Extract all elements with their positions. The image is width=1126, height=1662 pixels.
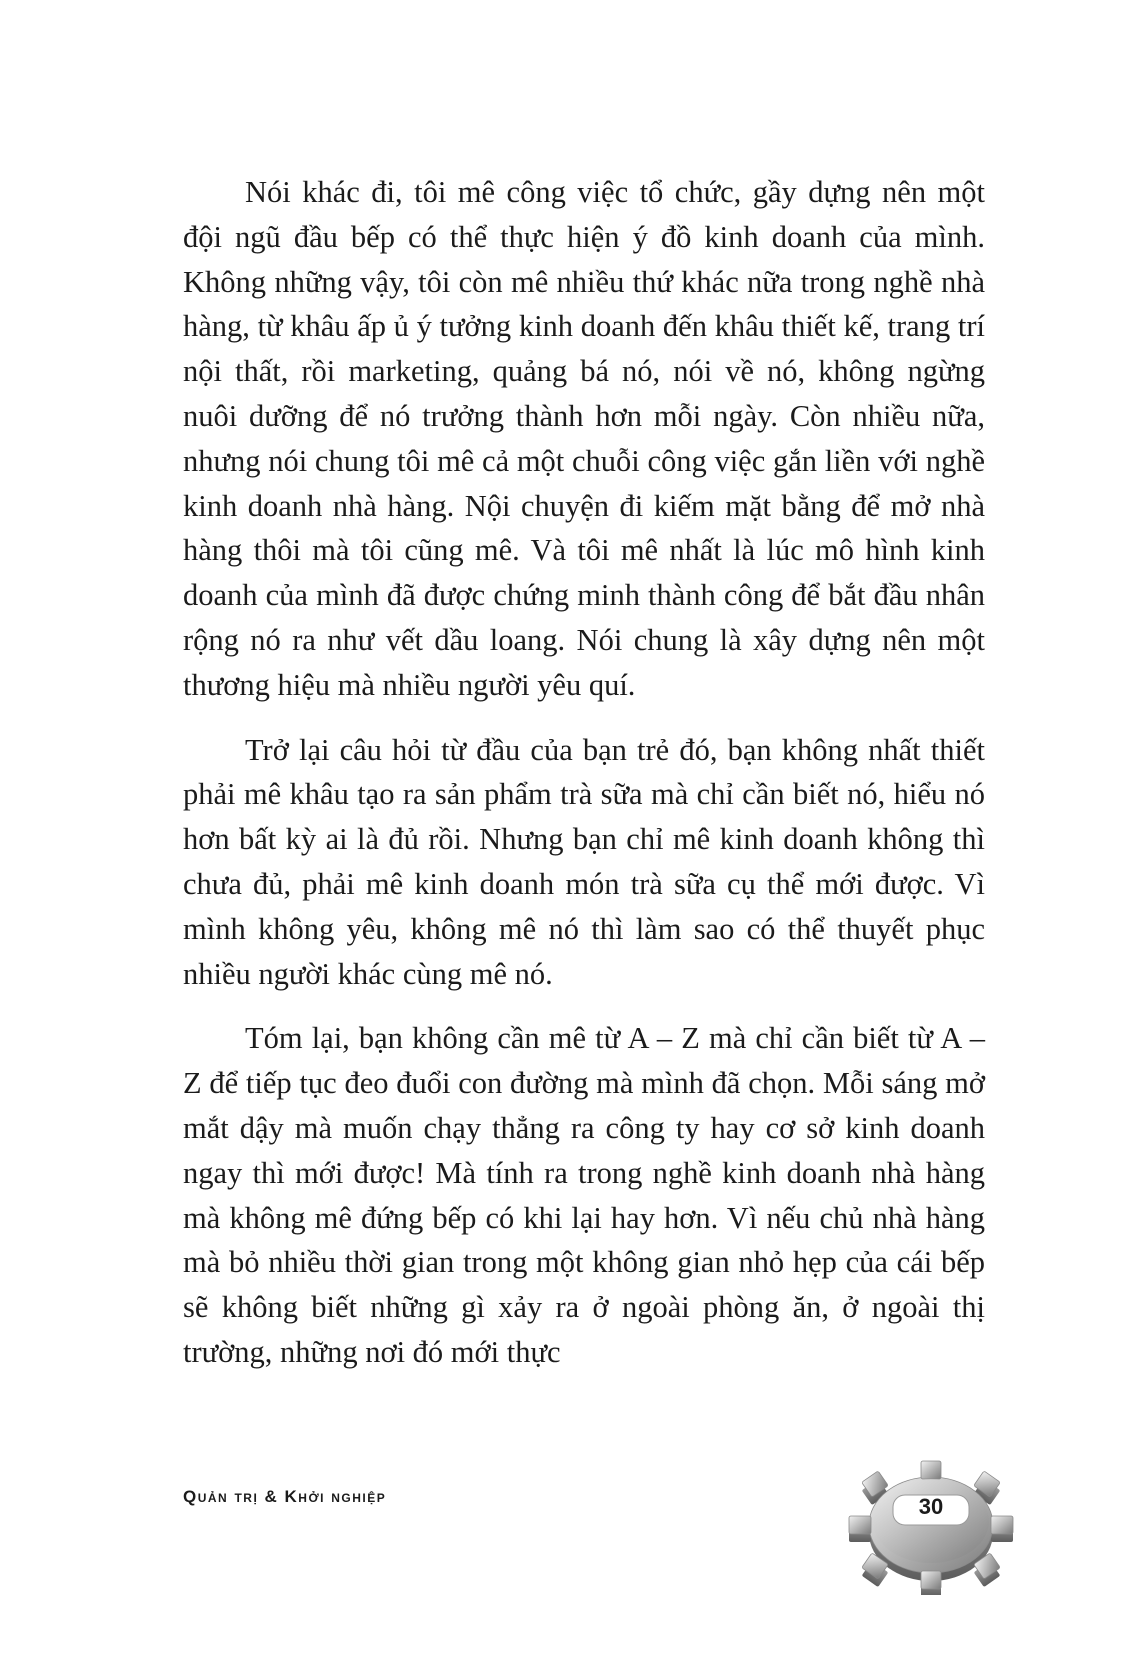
page-number: 30 — [918, 1493, 944, 1519]
paragraph-2: Trở lại câu hỏi từ đầu của bạn trẻ đó, bạn không nhất thiết phải mê khâu tạo ra sản phẩm trà sữa mà chỉ cần biết nó, hiểu nó hơn bất kỳ ai là đủ rồi. Nhưng bạn chỉ mê kinh doanh không thì chưa đủ, phải mê kinh doanh món trà sữa cụ thể mới được. Vì mình không yêu, không mê nó thì làm sao có thể thuyết phục nhiều người khác cùng mê nó. — [183, 732, 985, 991]
page-body — [183, 170, 985, 1395]
page-number-badge — [846, 1445, 1016, 1595]
gear-icon — [846, 1445, 1016, 1595]
series-title: Quản trị & Khởi nghiệp — [183, 1487, 387, 1506]
paragraph-1: Nói khác đi, tôi mê công việc tổ chức, gầy dựng nên một đội ngũ đầu bếp có thể thực hiện ý đồ kinh doanh của mình. Không những vậy, tôi còn mê nhiều thứ khác nữa trong nghề nhà hàng, từ khâu ấp ủ ý tưởng kinh doanh đến khâu thiết kế, trang trí nội thất, rồi marketing, quảng bá nó, nói về nó, không ngừng nuôi dưỡng để nó trưởng thành hơn mỗi ngày. Còn nhiều nữa, nhưng nói chung tôi mê cả một chuỗi công việc gắn liền với nghề kinh doanh nhà hàng. Nội chuyện đi kiếm mặt bằng để mở nhà hàng thôi mà tôi cũng mê. Và tôi mê nhất là lúc mô hình kinh doanh của mình đã được chứng minh thành công để bắt đầu nhân rộng nó ra như vết dầu loang. Nói chung là xây dựng nên một thương hiệu mà nhiều người yêu quí. — [183, 175, 985, 702]
paragraph-3: Tóm lại, bạn không cần mê từ A – Z mà chỉ cần biết từ A – Z để tiếp tục đeo đuổi con đường mà mình đã chọn. Mỗi sáng mở mắt dậy mà muốn chạy thẳng ra công ty hay cơ sở kinh doanh ngay thì mới được! Mà tính ra trong nghề kinh doanh nhà hàng mà không mê đứng bếp có khi lại hay hơn. Vì nếu chủ nhà hàng mà bỏ nhiều thời gian trong một không gian nhỏ hẹp của cái bếp sẽ không biết những gì xảy ra ở ngoài phòng ăn, ở ngoài thị trường, những nơi đó mới thực — [183, 1021, 985, 1369]
